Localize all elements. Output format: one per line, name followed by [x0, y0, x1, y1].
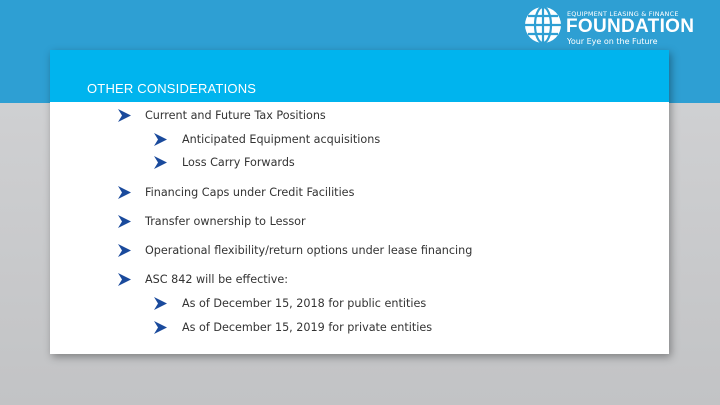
bullet-text: Financing Caps under Credit Facilities — [145, 186, 355, 199]
globe-logo-icon — [524, 6, 562, 44]
arrow-bullet-icon — [117, 243, 132, 258]
bullet-text: Operational flexibility/return options under lease financing — [145, 244, 473, 257]
sub-bullet-item — [153, 296, 426, 311]
arrow-bullet-icon — [117, 108, 132, 123]
bullet-text: Current and Future Tax Positions — [145, 109, 326, 122]
slide-title: OTHER CONSIDERATIONS — [87, 81, 257, 96]
sub-bullet-item — [153, 132, 380, 147]
bullet-item — [117, 108, 326, 123]
arrow-bullet-icon — [153, 296, 168, 311]
bullet-item — [117, 272, 288, 287]
sub-bullet-item — [153, 320, 432, 335]
bullet-item — [117, 243, 472, 258]
content-card — [50, 50, 669, 354]
bullet-text: As of December 15, 2019 for private entities — [182, 321, 433, 334]
bullet-item — [117, 214, 306, 229]
arrow-bullet-icon — [117, 185, 132, 200]
bullet-text: As of December 15, 2018 for public entities — [182, 297, 427, 310]
foundation-logo — [524, 6, 714, 46]
bullet-text: Loss Carry Forwards — [182, 156, 295, 169]
logo-name: FOUNDATION — [566, 16, 695, 37]
bullet-text: ASC 842 will be effective: — [145, 273, 288, 286]
logo-tagline: Your Eye on the Future — [567, 37, 658, 46]
bullet-text: Transfer ownership to Lessor — [145, 215, 306, 228]
arrow-bullet-icon — [153, 155, 168, 170]
arrow-bullet-icon — [153, 132, 168, 147]
logo-small-text: EQUIPMENT LEASING & FINANCE — [567, 10, 679, 18]
arrow-bullet-icon — [117, 272, 132, 287]
bullet-item — [117, 185, 354, 200]
arrow-bullet-icon — [153, 320, 168, 335]
bullet-text: Anticipated Equipment acquisitions — [182, 133, 381, 146]
sub-bullet-item — [153, 155, 295, 170]
arrow-bullet-icon — [117, 214, 132, 229]
